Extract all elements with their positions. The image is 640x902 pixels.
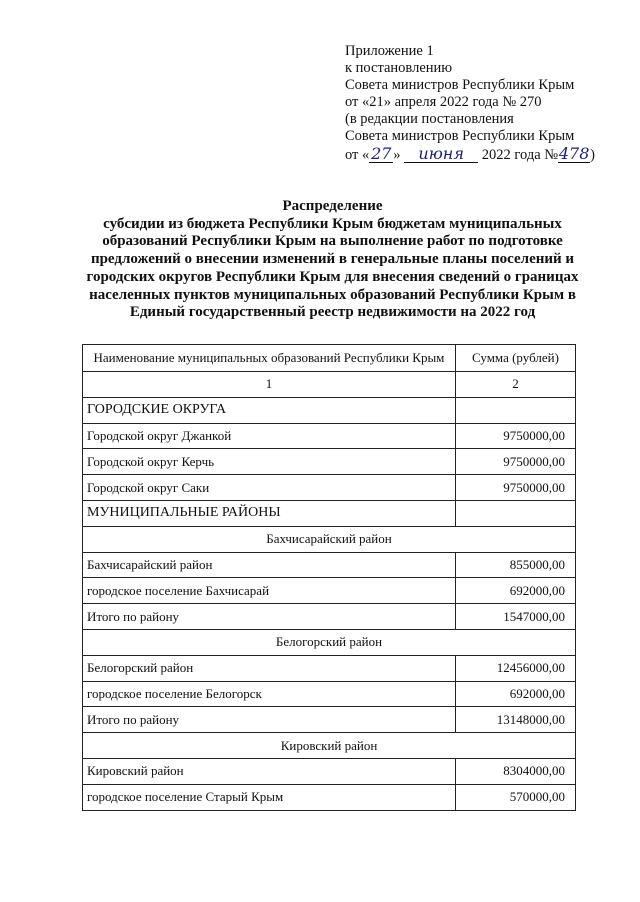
amendment-mid: » — [393, 147, 401, 163]
amendment-year: 2022 года № — [481, 147, 559, 163]
annex-line: Приложение 1 — [345, 43, 434, 59]
annex-line: Совета министров Республики Крым — [345, 128, 575, 144]
amendment-month-handwritten: июня — [404, 145, 478, 163]
row-name-cell: Городской округ Саки — [83, 475, 456, 501]
row-sum-cell: 8304000,00 — [455, 758, 575, 784]
amendment-number-handwritten: 478 — [558, 144, 590, 163]
row-sum-cell — [455, 500, 575, 526]
amendment-prefix: от « — [345, 147, 370, 163]
row-sum-cell: 855000,00 — [455, 552, 575, 578]
district-name: Белогорский район — [83, 629, 576, 655]
table-row — [83, 475, 576, 501]
distribution-table — [82, 344, 576, 811]
row-sum-cell: 12456000,00 — [455, 655, 575, 681]
title-heading: Распределение — [282, 198, 383, 214]
row-name-cell: Бахчисарайский район — [83, 552, 456, 578]
title-line: образований Республики Крым на выполнение работ по подготовке — [102, 233, 563, 250]
column-number-2: 2 — [455, 372, 575, 398]
table-row — [83, 604, 576, 630]
row-sum-cell — [455, 397, 575, 423]
annex-line: к постановлению — [345, 60, 453, 76]
row-sum-cell: 9750000,00 — [455, 423, 575, 449]
amendment-day-handwritten: 27 — [371, 144, 392, 163]
table-row — [83, 784, 576, 810]
row-name-cell: МУНИЦИПАЛЬНЫЕ РАЙОНЫ — [83, 500, 456, 526]
section-row — [83, 397, 576, 423]
header-sum-cell: Сумма (рублей) — [455, 345, 575, 372]
row-name-cell: Итого по району — [83, 707, 456, 733]
row-name-cell: Городской округ Керчь — [83, 449, 456, 475]
row-name-cell: Городской округ Джанкой — [83, 423, 456, 449]
column-number-1: 1 — [83, 372, 456, 398]
row-sum-cell: 570000,00 — [455, 784, 575, 810]
row-name-cell: городское поселение Старый Крым — [83, 784, 456, 810]
row-name-cell: Белогорский район — [83, 655, 456, 681]
table-row — [83, 681, 576, 707]
document-title — [60, 198, 605, 322]
title-line: городских округов Республики Крым для внесения сведений о границах — [86, 268, 579, 285]
section-row — [83, 500, 576, 526]
row-sum-cell: 692000,00 — [455, 681, 575, 707]
district-header-row — [83, 629, 576, 655]
row-name-cell: городское поселение Бахчисарай — [83, 578, 456, 604]
annex-amendment-line — [345, 145, 595, 164]
title-line: субсидии из бюджета Республики Крым бюджетам муниципальных — [103, 215, 562, 232]
table-row — [83, 758, 576, 784]
title-line: населенных пунктов муниципальных образований Республики Крым в — [89, 286, 576, 303]
table-row — [83, 707, 576, 733]
amendment-suffix: ) — [590, 147, 595, 163]
annex-line: (в редакции постановления — [345, 111, 514, 127]
district-header-row — [83, 526, 576, 552]
annex-line: от «21» апреля 2022 года № 270 — [345, 94, 542, 110]
header-name-cell: Наименование муниципальных образований Республики Крым — [83, 345, 456, 372]
row-sum-cell: 13148000,00 — [455, 707, 575, 733]
row-name-cell: городское поселение Белогорск — [83, 681, 456, 707]
row-sum-cell: 1547000,00 — [455, 604, 575, 630]
table-header-row — [83, 345, 576, 372]
table-row — [83, 423, 576, 449]
column-number-row — [83, 372, 576, 398]
table-row — [83, 449, 576, 475]
district-header-row — [83, 733, 576, 759]
title-line: предложений о внесении изменений в генеральные планы поселений и — [90, 251, 575, 268]
row-sum-cell: 9750000,00 — [455, 449, 575, 475]
annex-header — [345, 43, 595, 164]
row-name-cell: ГОРОДСКИЕ ОКРУГА — [83, 397, 456, 423]
table-row — [83, 655, 576, 681]
table-row — [83, 578, 576, 604]
table-row — [83, 552, 576, 578]
title-line: Единый государственный реестр недвижимости на 2022 год — [129, 304, 536, 321]
district-name: Бахчисарайский район — [83, 526, 576, 552]
row-sum-cell: 9750000,00 — [455, 475, 575, 501]
row-sum-cell: 692000,00 — [455, 578, 575, 604]
row-name-cell: Кировский район — [83, 758, 456, 784]
row-name-cell: Итого по району — [83, 604, 456, 630]
district-name: Кировский район — [83, 733, 576, 759]
annex-line: Совета министров Республики Крым — [345, 77, 575, 93]
